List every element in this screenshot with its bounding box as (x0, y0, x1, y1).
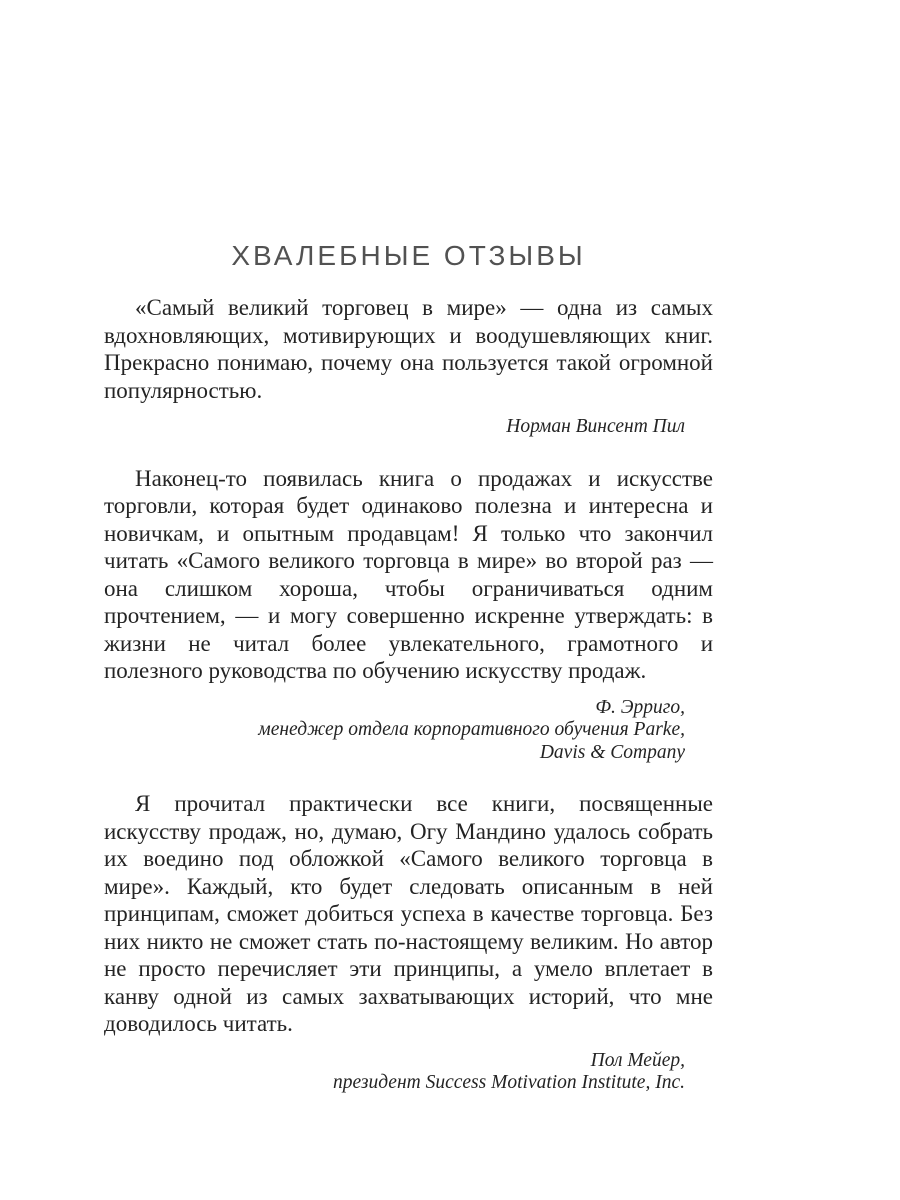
review-block (104, 465, 713, 765)
attribution-line: Davis & Company (539, 741, 685, 763)
review-paragraph: Я прочитал практически все книги, посвященные искусству продаж, но, думаю, Огу Мандино удалось собрать их воедино под обложкой «Самого великого торговца в мире». Каждый, кто будет следовать описанным в ней принципам, сможет добиться успеха в качестве торговца. Без них никто не сможет стать по-настоящему великим. Но автор не просто перечисляет эти принципы, а умело вплетает в канву одной из самых захватывающих историй, что мне доводилось читать. (104, 791, 713, 1036)
review-paragraph: «Самый великий торговец в мире» — одна из самых вдохновляющих, мотивирующих и воодушевляющих книг. Прекрасно понимаю, почему она пользуется такой огромной популярностью. (104, 295, 713, 403)
attribution-line: менеджер отдела корпоративного обучения Parke, (258, 719, 685, 740)
text-column (104, 0, 713, 1121)
review-attribution (104, 416, 685, 439)
attribution-line: Ф. Эрриго, (595, 696, 685, 718)
attribution-line: Пол Мейер, (590, 1049, 685, 1071)
review-block (104, 294, 713, 439)
attribution-line: Норман Винсент Пил (506, 416, 685, 437)
attribution-line: президент Success Motivation Institute, Inc. (332, 1072, 685, 1093)
page-title: ХВАЛЕБНЫЕ ОТЗЫВЫ (231, 240, 586, 271)
review-block (104, 790, 713, 1095)
review-attribution (104, 1050, 685, 1095)
review-attribution (104, 697, 685, 765)
review-paragraph: Наконец-то появилась книга о продажах и искусстве торговли, которая будет одинаково полезна и интересна и новичкам, и опытным продавцам! Я только что закончил читать «Самого великого торговца в мире» во второй раз — она слишком хороша, чтобы ограничиваться одним прочтением, — и могу совершенно искренне утверждать: в жизни не читал более увлекательного, грамотного и полезного руководства по обучению искусству продаж. (104, 465, 713, 683)
